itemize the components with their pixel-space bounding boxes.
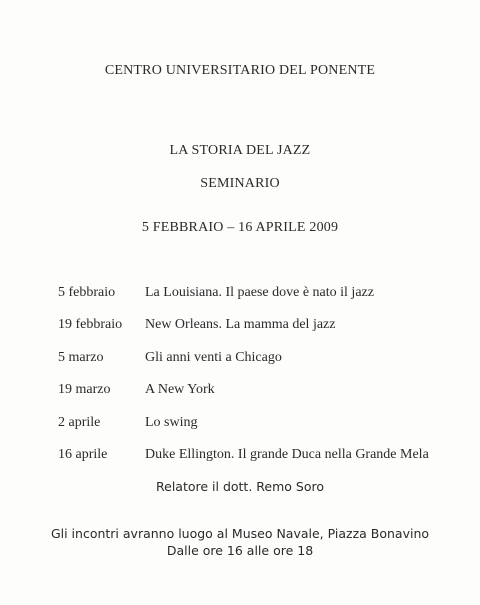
schedule-date: 19 marzo [58, 382, 111, 398]
venue-line: Gli incontri avranno luogo al Museo Navale, Piazza Bonavino [50, 526, 430, 541]
schedule-topic: New Orleans. La mamma del jazz [145, 317, 336, 333]
schedule-topic: Lo swing [145, 414, 198, 430]
schedule-date: 5 febbraio [58, 285, 116, 300]
schedule-date: 19 febbraio [58, 317, 123, 333]
schedule-topic: Gli anni venti a Chicago [145, 349, 282, 365]
hours-line: Dalle ore 16 alle ore 18 [166, 543, 314, 558]
schedule-topic: Duke Ellington. Il grande Duca nella Grande Mela [145, 446, 429, 462]
schedule-list [58, 285, 468, 479]
schedule-topic: La Louisiana. Il paese dove è nato il jazz [145, 285, 374, 300]
schedule-date: 16 aprile [58, 446, 108, 462]
seminar-subtitle: SEMINARIO [200, 176, 280, 191]
schedule-row [58, 447, 468, 479]
schedule-row [58, 285, 468, 317]
schedule-row [58, 415, 468, 447]
schedule-row [58, 350, 468, 382]
schedule-row [58, 317, 468, 349]
schedule-topic: A New York [145, 382, 215, 398]
schedule-date: 5 marzo [58, 349, 104, 365]
schedule-date: 2 aprile [58, 414, 101, 430]
speaker-line: Relatore il dott. Remo Soro [156, 479, 324, 494]
organization-header: CENTRO UNIVERSITARIO DEL PONENTE [104, 63, 376, 78]
seminar-title: LA STORIA DEL JAZZ [169, 143, 311, 158]
schedule-row [58, 382, 468, 414]
date-range: 5 FEBBRAIO – 16 APRILE 2009 [141, 220, 339, 235]
